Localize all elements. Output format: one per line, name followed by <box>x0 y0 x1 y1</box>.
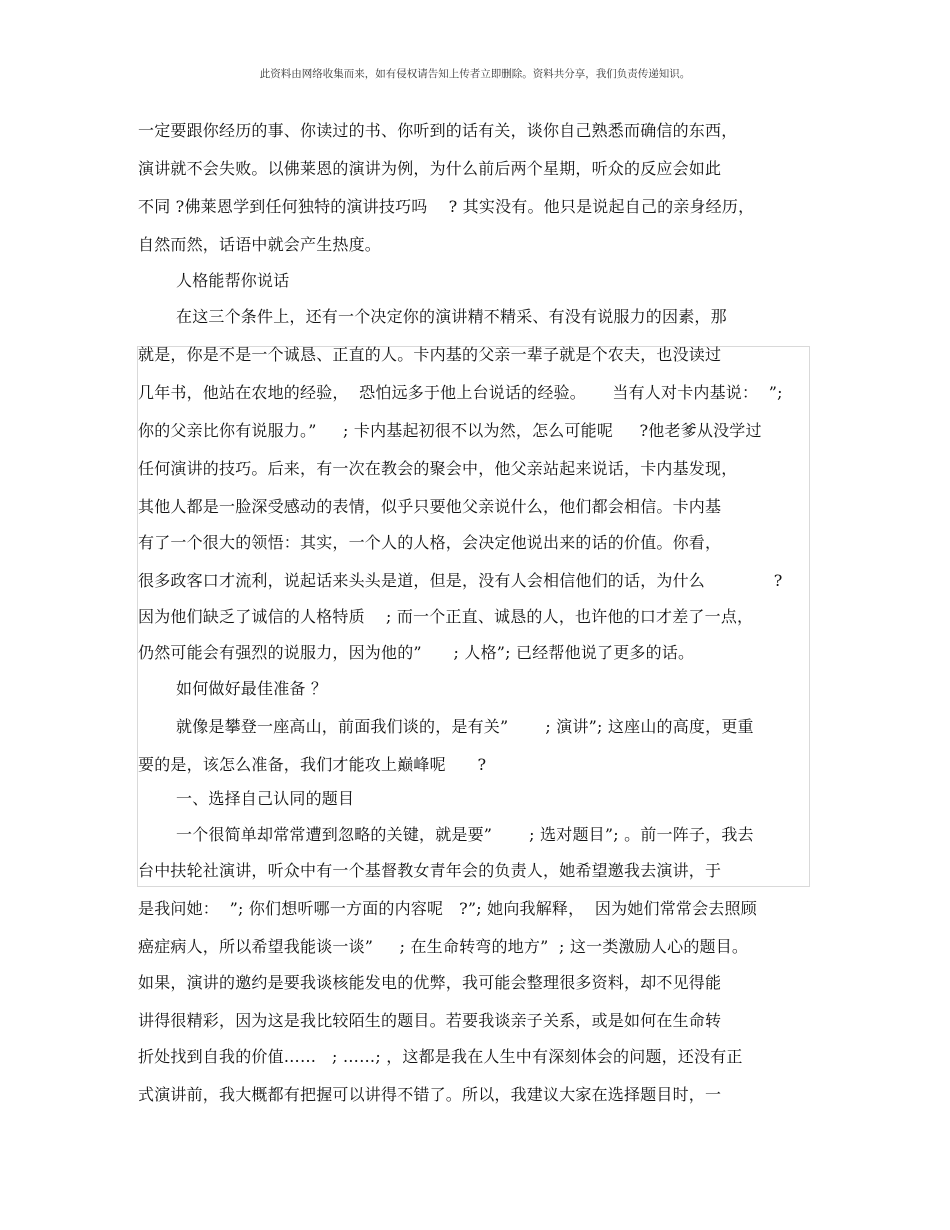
text-line: 一、选择自己认同的题目 <box>176 789 355 808</box>
text-line: 如何做好最佳准备 ？ <box>176 679 328 698</box>
text-line: 人格能帮你说话 <box>176 271 290 290</box>
text-line: 就是，你是不是一个诚恳、正直的人。卡内基的父亲一辈子就是个农夫，也没读过 <box>138 345 722 364</box>
text-line: 就像是攀登一座高山，前面我们谈的，是有关” ; 演讲”; 这座山的高度，更重 <box>176 717 754 736</box>
text-line: 讲得很精彩，因为这是我比较陌生的题目。若要我谈亲子关系，或是如何在生命转 <box>138 1011 722 1030</box>
text-line: 是我问她： ”; 你们想听哪一方面的内容呢 ?”; 她向我解释， 因为她们常常会去照顾 <box>138 899 757 918</box>
text-line: 癌症病人，所以希望我能谈一谈” ; 在生命转弯的地方” ; 这一类激励人心的题目。 <box>138 937 749 956</box>
text-line: 不同 ?佛莱恩学到任何独特的演讲技巧吗 ? 其实没有。他只是说起自己的亲身经历， <box>138 197 755 216</box>
copyright-notice: 此资料由网络收集而来，如有侵权请告知上传者立即删除。资料共分享，我们负责传递知识。 <box>259 68 691 80</box>
text-line: 演讲就不会失败。以佛莱恩的演讲为例，为什么前后两个星期，听众的反应会如此 <box>138 159 722 178</box>
text-line: 仍然可能会有强烈的说服力，因为他的” ; 人格”; 已经帮他说了更多的话。 <box>138 643 695 662</box>
text-line: 台中扶轮社演讲，听众中有一个基督教女青年会的负责人，她希望邀我去演讲，于 <box>138 861 722 880</box>
text-line: 折处找到自我的价值…… ; ……; ，这都是我在人生中有深刻体会的问题，还没有正 <box>138 1047 743 1066</box>
text-line: 几年书，他站在农地的经验， 恐怕远多于他上台说话的经验。 当有人对卡内基说： ”; <box>138 383 783 402</box>
text-line: 如果，演讲的邀约是要我谈核能发电的优弊，我可能会整理很多资料，却不见得能 <box>138 973 722 992</box>
text-line: 因为他们缺乏了诚信的人格特质 ; 而一个正直、诚恳的人，也许他的口才差了一点， <box>138 607 754 626</box>
text-line: 你的父亲比你有说服力。” ; 卡内基起初很不以为然，怎么可能呢 ?他老爹从没学过 <box>138 421 762 440</box>
text-line: 任何演讲的技巧。后来，有一次在教会的聚会中，他父亲站起来说话，卡内基发现， <box>138 459 738 478</box>
text-line: 很多政客口才流利，说起话来头头是道，但是，没有人会相信他们的话，为什么 ? <box>138 571 783 590</box>
text-line: 有了一个很大的领悟：其实，一个人的人格，会决定他说出来的话的价值。你看， <box>138 533 722 552</box>
text-line: 式演讲前，我大概都有把握可以讲得不错了。所以，我建议大家在选择题目时，一 <box>138 1085 722 1104</box>
text-line: 自然而然，话语中就会产生热度。 <box>138 235 382 254</box>
text-line: 其他人都是一脸深受感动的表情，似乎只要他父亲说什么，他们都会相信。卡内基 <box>138 497 722 516</box>
text-line: 要的是，该怎么准备，我们才能攻上巅峰呢 ? <box>138 755 487 774</box>
text-line: 一个很简单却常常遭到忽略的关键，就是要” ; 选对题目”; 。前一阵子，我去 <box>176 825 754 844</box>
text-line: 一定要跟你经历的事、你读过的书、你听到的话有关，谈你自己熟悉而确信的东西， <box>138 121 738 140</box>
text-line: 在这三个条件上，还有一个决定你的演讲精不精采、有没有说服力的因素，那 <box>176 307 727 326</box>
